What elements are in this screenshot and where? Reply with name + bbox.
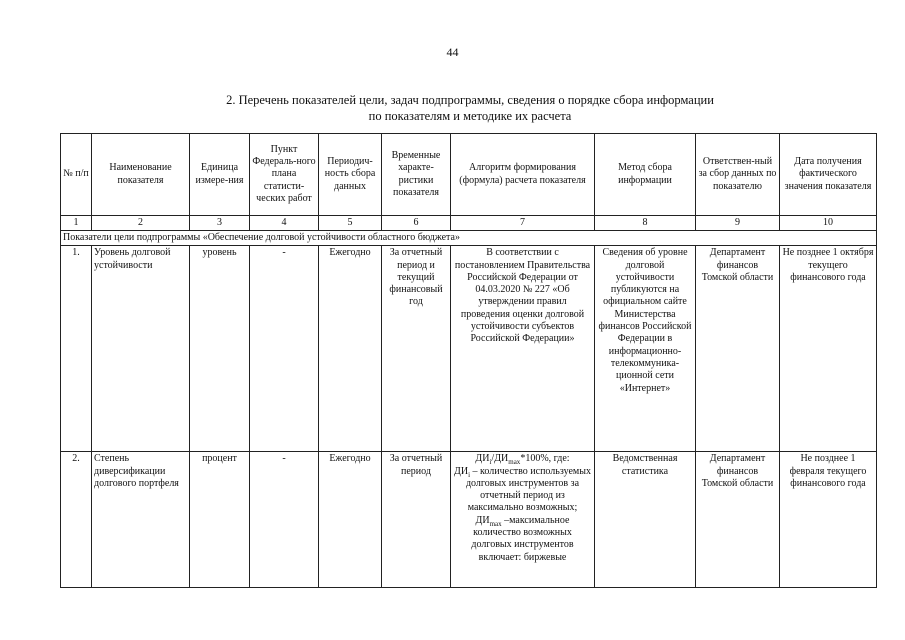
header-time-char: Временные характе-ристики показателя — [382, 134, 451, 216]
header-name: Наименование показателя — [92, 134, 190, 216]
column-number: 6 — [382, 216, 451, 231]
column-number: 3 — [190, 216, 250, 231]
row-plan-item: - — [250, 452, 319, 588]
column-number: 7 — [451, 216, 595, 231]
row-periodicity: Ежегодно — [319, 246, 382, 452]
header-algorithm: Алгоритм формирования (формула) расчета показателя — [451, 134, 595, 216]
row-time-char: За отчетный период и текущий финансовый год — [382, 246, 451, 452]
row-date: Не позднее 1 февраля текущего финансового года — [780, 452, 877, 588]
column-number: 10 — [780, 216, 877, 231]
header-date: Дата получения фактического значения показателя — [780, 134, 877, 216]
row-indicator-name: Уровень долговой устойчивости — [92, 246, 190, 452]
row-method: Сведения об уровне долговой устойчивости публикуются на официальном сайте Министерства финансов Российской Федерации в информационно-телекоммуника-ционной сети «Интернет» — [595, 246, 696, 452]
row-method: Ведомственная статистика — [595, 452, 696, 588]
column-number: 9 — [696, 216, 780, 231]
title-line-2: по показателям и методике их расчета — [368, 109, 572, 123]
header-unit: Единица измере-ния — [190, 134, 250, 216]
page-number: 44 — [446, 45, 459, 59]
header-num: № п/п — [61, 134, 92, 216]
page-title — [60, 92, 880, 124]
row-responsible: Департамент финансов Томской области — [696, 452, 780, 588]
column-number: 2 — [92, 216, 190, 231]
row-num: 1. — [61, 246, 92, 452]
title-line-1: 2. Перечень показателей цели, задач подпрограммы, сведения о порядке сбора информации — [226, 93, 714, 107]
column-number: 5 — [319, 216, 382, 231]
row-periodicity: Ежегодно — [319, 452, 382, 588]
row-plan-item: - — [250, 246, 319, 452]
column-number: 4 — [250, 216, 319, 231]
row-num: 2. — [61, 452, 92, 588]
row-unit: уровень — [190, 246, 250, 452]
row-unit: процент — [190, 452, 250, 588]
table-row — [61, 452, 877, 588]
row-date: Не позднее 1 октября текущего финансового года — [780, 246, 877, 452]
row-responsible: Департамент финансов Томской области — [696, 246, 780, 452]
section-title: Показатели цели подпрограммы «Обеспечение долговой устойчивости областного бюджета» — [61, 231, 877, 246]
column-number: 1 — [61, 216, 92, 231]
formula: $ДИ_i/ДИ_{max}*100\%$, где: — [475, 453, 570, 467]
column-number: 8 — [595, 216, 696, 231]
header-plan-item: Пункт Федераль-ного плана статисти-ческих работ — [250, 134, 319, 216]
header-periodicity: Периодич-ность сбора данных — [319, 134, 382, 216]
section-row — [61, 231, 877, 246]
row-algorithm: В соответствии с постановлением Правительства Российской Федерации от 04.03.2020 № 227 «Об утверждении правил проведения оценки долговой устойчивости субъектов Российской Федерации» — [451, 246, 595, 452]
header-method: Метод сбора информации — [595, 134, 696, 216]
row-algorithm — [451, 452, 595, 588]
table-row — [61, 246, 877, 452]
formula-definition-1: $ДИ_i$ – количество используемых долговых инструментов за отчетный период из максимально возможных; — [454, 465, 591, 514]
header-responsible: Ответствен-ный за сбор данных по показателю — [696, 134, 780, 216]
indicators-table — [60, 133, 877, 588]
row-time-char: За отчетный период — [382, 452, 451, 588]
header-row — [61, 134, 877, 216]
formula-definition-2: $ДИ_{max}$ –максимальное количество возможных долговых инструментов включает: биржевые — [471, 514, 574, 563]
column-number-row — [61, 216, 877, 231]
row-indicator-name: Степень диверсификации долгового портфеля — [92, 452, 190, 588]
